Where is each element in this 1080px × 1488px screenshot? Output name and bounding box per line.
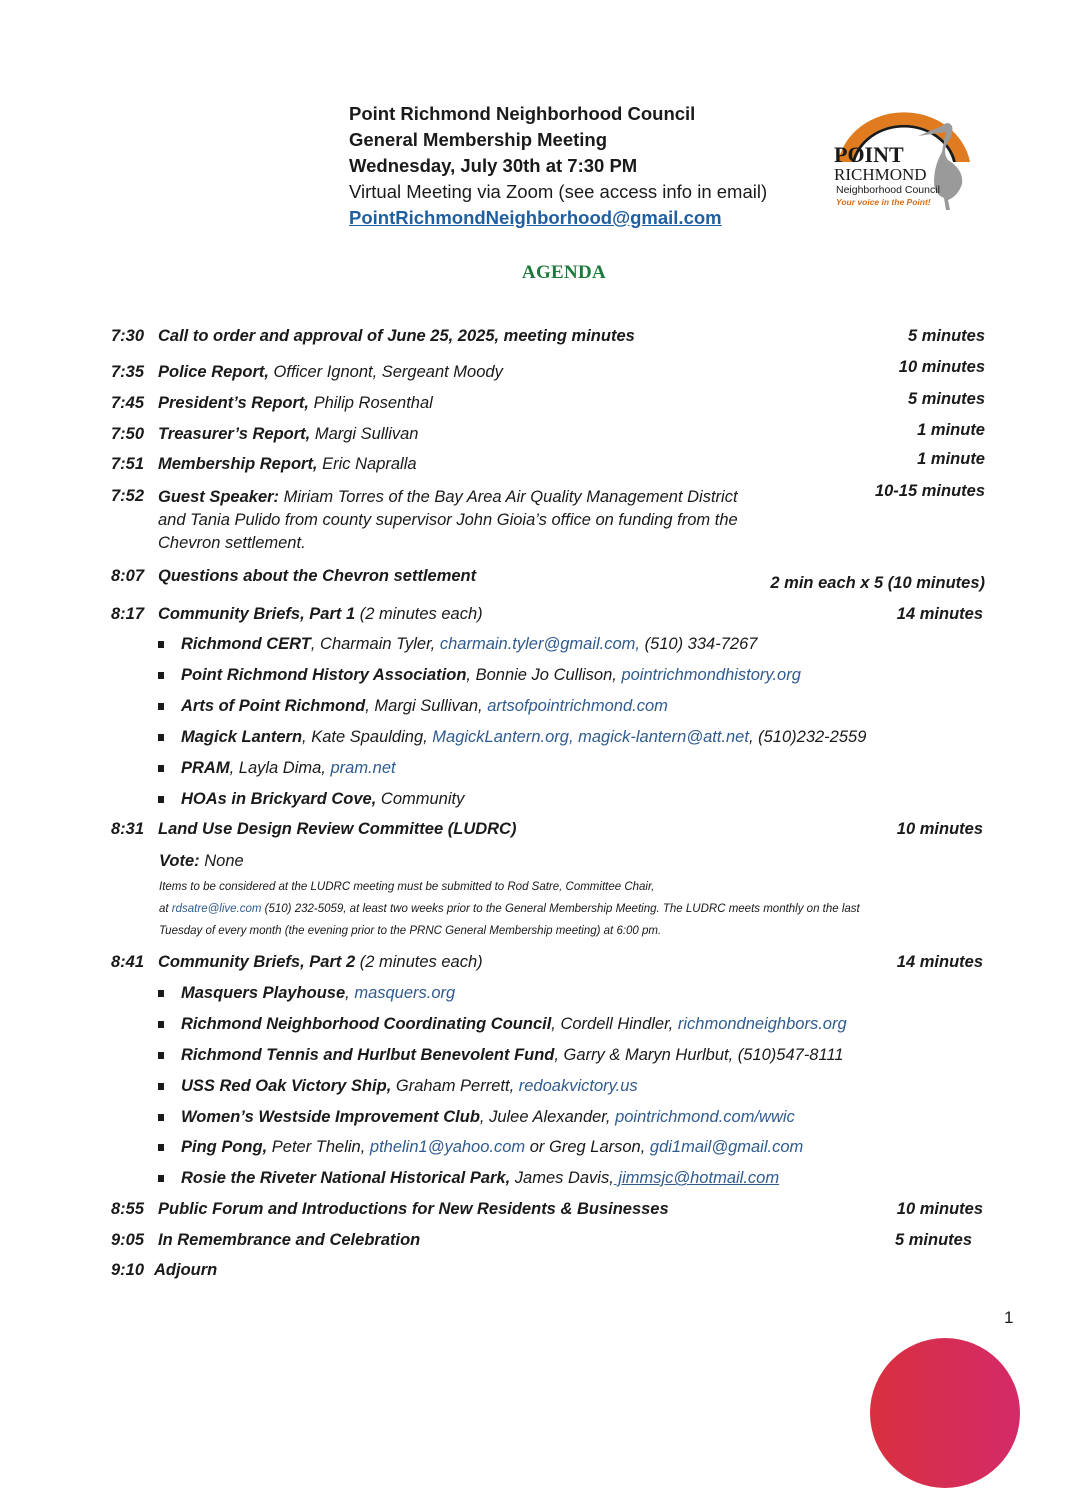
item-duration: 5 minutes [907, 327, 985, 345]
brief-link[interactable]: redoakvictory.us [518, 1077, 638, 1095]
bullet-square-icon [158, 1144, 164, 1151]
item-time: 7:50 [111, 425, 145, 443]
item-duration: 10 minutes [898, 358, 985, 376]
brief-contact: , Layla Dima, [229, 759, 331, 777]
item-time: 7:30 [111, 327, 145, 345]
brief-link[interactable]: MagickLantern.org, magick-lantern@att.net [432, 728, 749, 746]
item-duration: 1 minute [917, 450, 985, 468]
brief-item [158, 984, 455, 1003]
prnc-logo [830, 100, 980, 212]
item-detail: (2 minutes each) [355, 605, 483, 623]
brief-org: Women’s Westside Improvement Club [181, 1108, 480, 1126]
brief-link[interactable]: charmain.tyler@gmail.com, [439, 635, 640, 653]
brief-item [158, 728, 866, 747]
svg-text:Neighborhood Council: Neighborhood Council [836, 184, 940, 196]
bullet-square-icon [158, 703, 164, 710]
ludrc-note [159, 876, 860, 942]
brief-link[interactable]: pram.net [330, 759, 396, 777]
brief-contact: , Cordell Hindler, [551, 1015, 678, 1033]
item-title: Membership Report, [158, 455, 318, 473]
item-title: Police Report, [158, 363, 269, 381]
item-duration: 5 minutes [894, 1231, 972, 1249]
note-line: Tuesday of every month (the evening prior to the PRNC General Membership meeting) at 6:00 pm. [159, 925, 662, 937]
brief-link[interactable]: pthelin1@yahoo.com [369, 1138, 526, 1156]
item-duration: 10-15 minutes [874, 482, 985, 500]
brief-link[interactable]: pointrichmondhistory.org [621, 666, 801, 684]
item-duration: 2 min each x 5 (10 minutes) [770, 574, 985, 592]
contact-email-link[interactable]: PointRichmondNeighborhood@gmail.com [349, 207, 722, 228]
bullet-square-icon [158, 734, 164, 741]
item-time: 8:07 [111, 567, 145, 585]
brief-extra: or Greg Larson, [525, 1138, 650, 1156]
brief-link[interactable]: richmondneighbors.org [677, 1015, 847, 1033]
brief-org: Richmond Neighborhood Coordinating Council [181, 1015, 552, 1033]
meeting-location: Virtual Meeting via Zoom (see access info in email) [349, 181, 768, 202]
item-time: 7:51 [111, 455, 145, 473]
brief-org: Rosie the Riveter National Historical Park, [181, 1169, 511, 1187]
bullet-square-icon [158, 1052, 164, 1059]
item-duration: 5 minutes [907, 390, 985, 408]
brief-link[interactable]: pointrichmond.com/wwic [615, 1108, 795, 1126]
item-time: 7:35 [111, 363, 145, 381]
brief-contact: Graham Perrett, [391, 1077, 519, 1095]
svg-text:RICHMOND: RICHMOND [834, 165, 927, 184]
item-time: 9:05 [111, 1231, 145, 1249]
brief-org: Richmond CERT [181, 635, 311, 653]
brief-contact: , [345, 984, 355, 1002]
bullet-square-icon [158, 1175, 164, 1182]
brief-org: Point Richmond History Association [181, 666, 467, 684]
meeting-date-time: Wednesday, July 30th at 7:30 PM [349, 155, 638, 176]
brief-link[interactable]: jimmsjc@hotmail.com [613, 1169, 780, 1187]
item-detail: (2 minutes each) [355, 953, 483, 971]
bullet-square-icon [158, 796, 164, 803]
item-duration: 14 minutes [896, 605, 983, 623]
bullet-square-icon [158, 1114, 164, 1121]
brief-extra: (510) 334-7267 [640, 635, 758, 653]
vote-value: None [199, 852, 244, 870]
brief-org: HOAs in Brickyard Cove, [181, 790, 377, 808]
item-title: Land Use Design Review Committee (LUDRC) [158, 820, 517, 838]
item-title: Questions about the Chevron settlement [158, 567, 477, 585]
item-time: 7:52 [111, 487, 145, 505]
bullet-square-icon [158, 672, 164, 679]
item-time: 8:31 [111, 820, 145, 838]
item-title: In Remembrance and Celebration [158, 1231, 421, 1249]
brief-org: PRAM [181, 759, 230, 777]
bullet-square-icon [158, 765, 164, 772]
item-title: Adjourn [154, 1261, 218, 1279]
note-text: (510) 232-5059, at least two weeks prior to the General Membership Meeting. The LUDRC meets monthly on the last [261, 903, 860, 915]
item-detail: Officer Ignont, Sergeant Moody [268, 363, 503, 381]
item-detail: Miriam Torres of the Bay Area Air Quality Management District and Tania Pulido from county supervisor John Gioia’s office on funding from the Chevron settlement. [158, 488, 738, 552]
brief-item [158, 759, 396, 778]
page-number: 1 [1004, 1308, 1014, 1327]
brief-contact: James Davis, [510, 1169, 614, 1187]
brief-contact: Community [376, 790, 465, 808]
brief-item [158, 1015, 847, 1034]
svg-text:POINT: POINT [834, 142, 904, 167]
item-time: 8:55 [111, 1200, 145, 1218]
brief-contact: , Bonnie Jo Cullison, [466, 666, 622, 684]
brief-contact: , Kate Spaulding, [302, 728, 433, 746]
brief-item [158, 1138, 803, 1157]
item-time: 7:45 [111, 394, 145, 412]
brief-contact: , Margi Sullivan, [365, 697, 488, 715]
brief-contact: Peter Thelin, [267, 1138, 370, 1156]
brief-extra: , (510)232-2559 [748, 728, 867, 746]
note-text: at [159, 903, 172, 915]
brief-item [158, 1169, 779, 1188]
brief-link[interactable]: artsofpointrichmond.com [487, 697, 668, 715]
item-detail: Margi Sullivan [310, 425, 419, 443]
brief-item [158, 1046, 844, 1065]
item-title: Guest Speaker: [158, 488, 280, 506]
item-duration: 10 minutes [896, 820, 983, 838]
brief-contact: , Garry & Maryn Hurlbut, (510)547-8111 [554, 1046, 844, 1064]
note-line: Items to be considered at the LUDRC meeting must be submitted to Rod Satre, Committee Chair, [159, 881, 655, 893]
item-detail: Philip Rosenthal [309, 394, 433, 412]
item-time: 8:17 [111, 605, 145, 623]
brief-item [158, 1077, 638, 1096]
brief-item [158, 790, 464, 809]
brief-org: USS Red Oak Victory Ship, [181, 1077, 392, 1095]
brief-item [158, 666, 801, 685]
brief-contact: , Charmain Tyler, [310, 635, 440, 653]
brief-org: Arts of Point Richmond [181, 697, 366, 715]
item-duration: 14 minutes [896, 953, 983, 971]
item-title: Community Briefs, Part 2 [158, 953, 356, 971]
bullet-square-icon [158, 641, 164, 648]
brief-item [158, 697, 668, 716]
bullet-square-icon [158, 1083, 164, 1090]
item-duration: 1 minute [917, 421, 985, 439]
brief-contact: , Julee Alexander, [479, 1108, 616, 1126]
item-duration: 10 minutes [896, 1200, 983, 1218]
agenda-title: AGENDA [521, 262, 607, 283]
item-time: 9:10 [111, 1261, 145, 1279]
org-name: Point Richmond Neighborhood Council [349, 103, 696, 124]
svg-text:Your voice in the Point!: Your voice in the Point! [836, 197, 931, 207]
bullet-square-icon [158, 1021, 164, 1028]
ludrc-vote [159, 852, 244, 871]
brief-item [158, 1108, 795, 1127]
ludrc-email-link[interactable]: rdsatre@live.com [171, 903, 262, 915]
meeting-header [349, 101, 767, 231]
bullet-square-icon [158, 990, 164, 997]
brief-org: Masquers Playhouse [181, 984, 346, 1002]
brief-org: Magick Lantern [181, 728, 303, 746]
decorative-circle [870, 1338, 1020, 1488]
item-title: Call to order and approval of June 25, 2025, meeting minutes [158, 327, 635, 345]
brief-link[interactable]: masquers.org [354, 984, 456, 1002]
heron-icon [830, 100, 980, 212]
brief-link-2[interactable]: gdi1mail@gmail.com [649, 1138, 804, 1156]
brief-org: Richmond Tennis and Hurlbut Benevolent Fund [181, 1046, 555, 1064]
vote-label: Vote: [159, 852, 200, 870]
item-title: President’s Report, [158, 394, 309, 412]
item-title: Treasurer’s Report, [158, 425, 311, 443]
brief-org: Ping Pong, [181, 1138, 268, 1156]
item-time: 8:41 [111, 953, 145, 971]
item-title: Public Forum and Introductions for New Residents & Businesses [158, 1200, 669, 1218]
meeting-type: General Membership Meeting [349, 129, 608, 150]
item-title: Community Briefs, Part 1 [158, 605, 356, 623]
item-detail: Eric Napralla [317, 455, 417, 473]
brief-item [158, 635, 757, 654]
